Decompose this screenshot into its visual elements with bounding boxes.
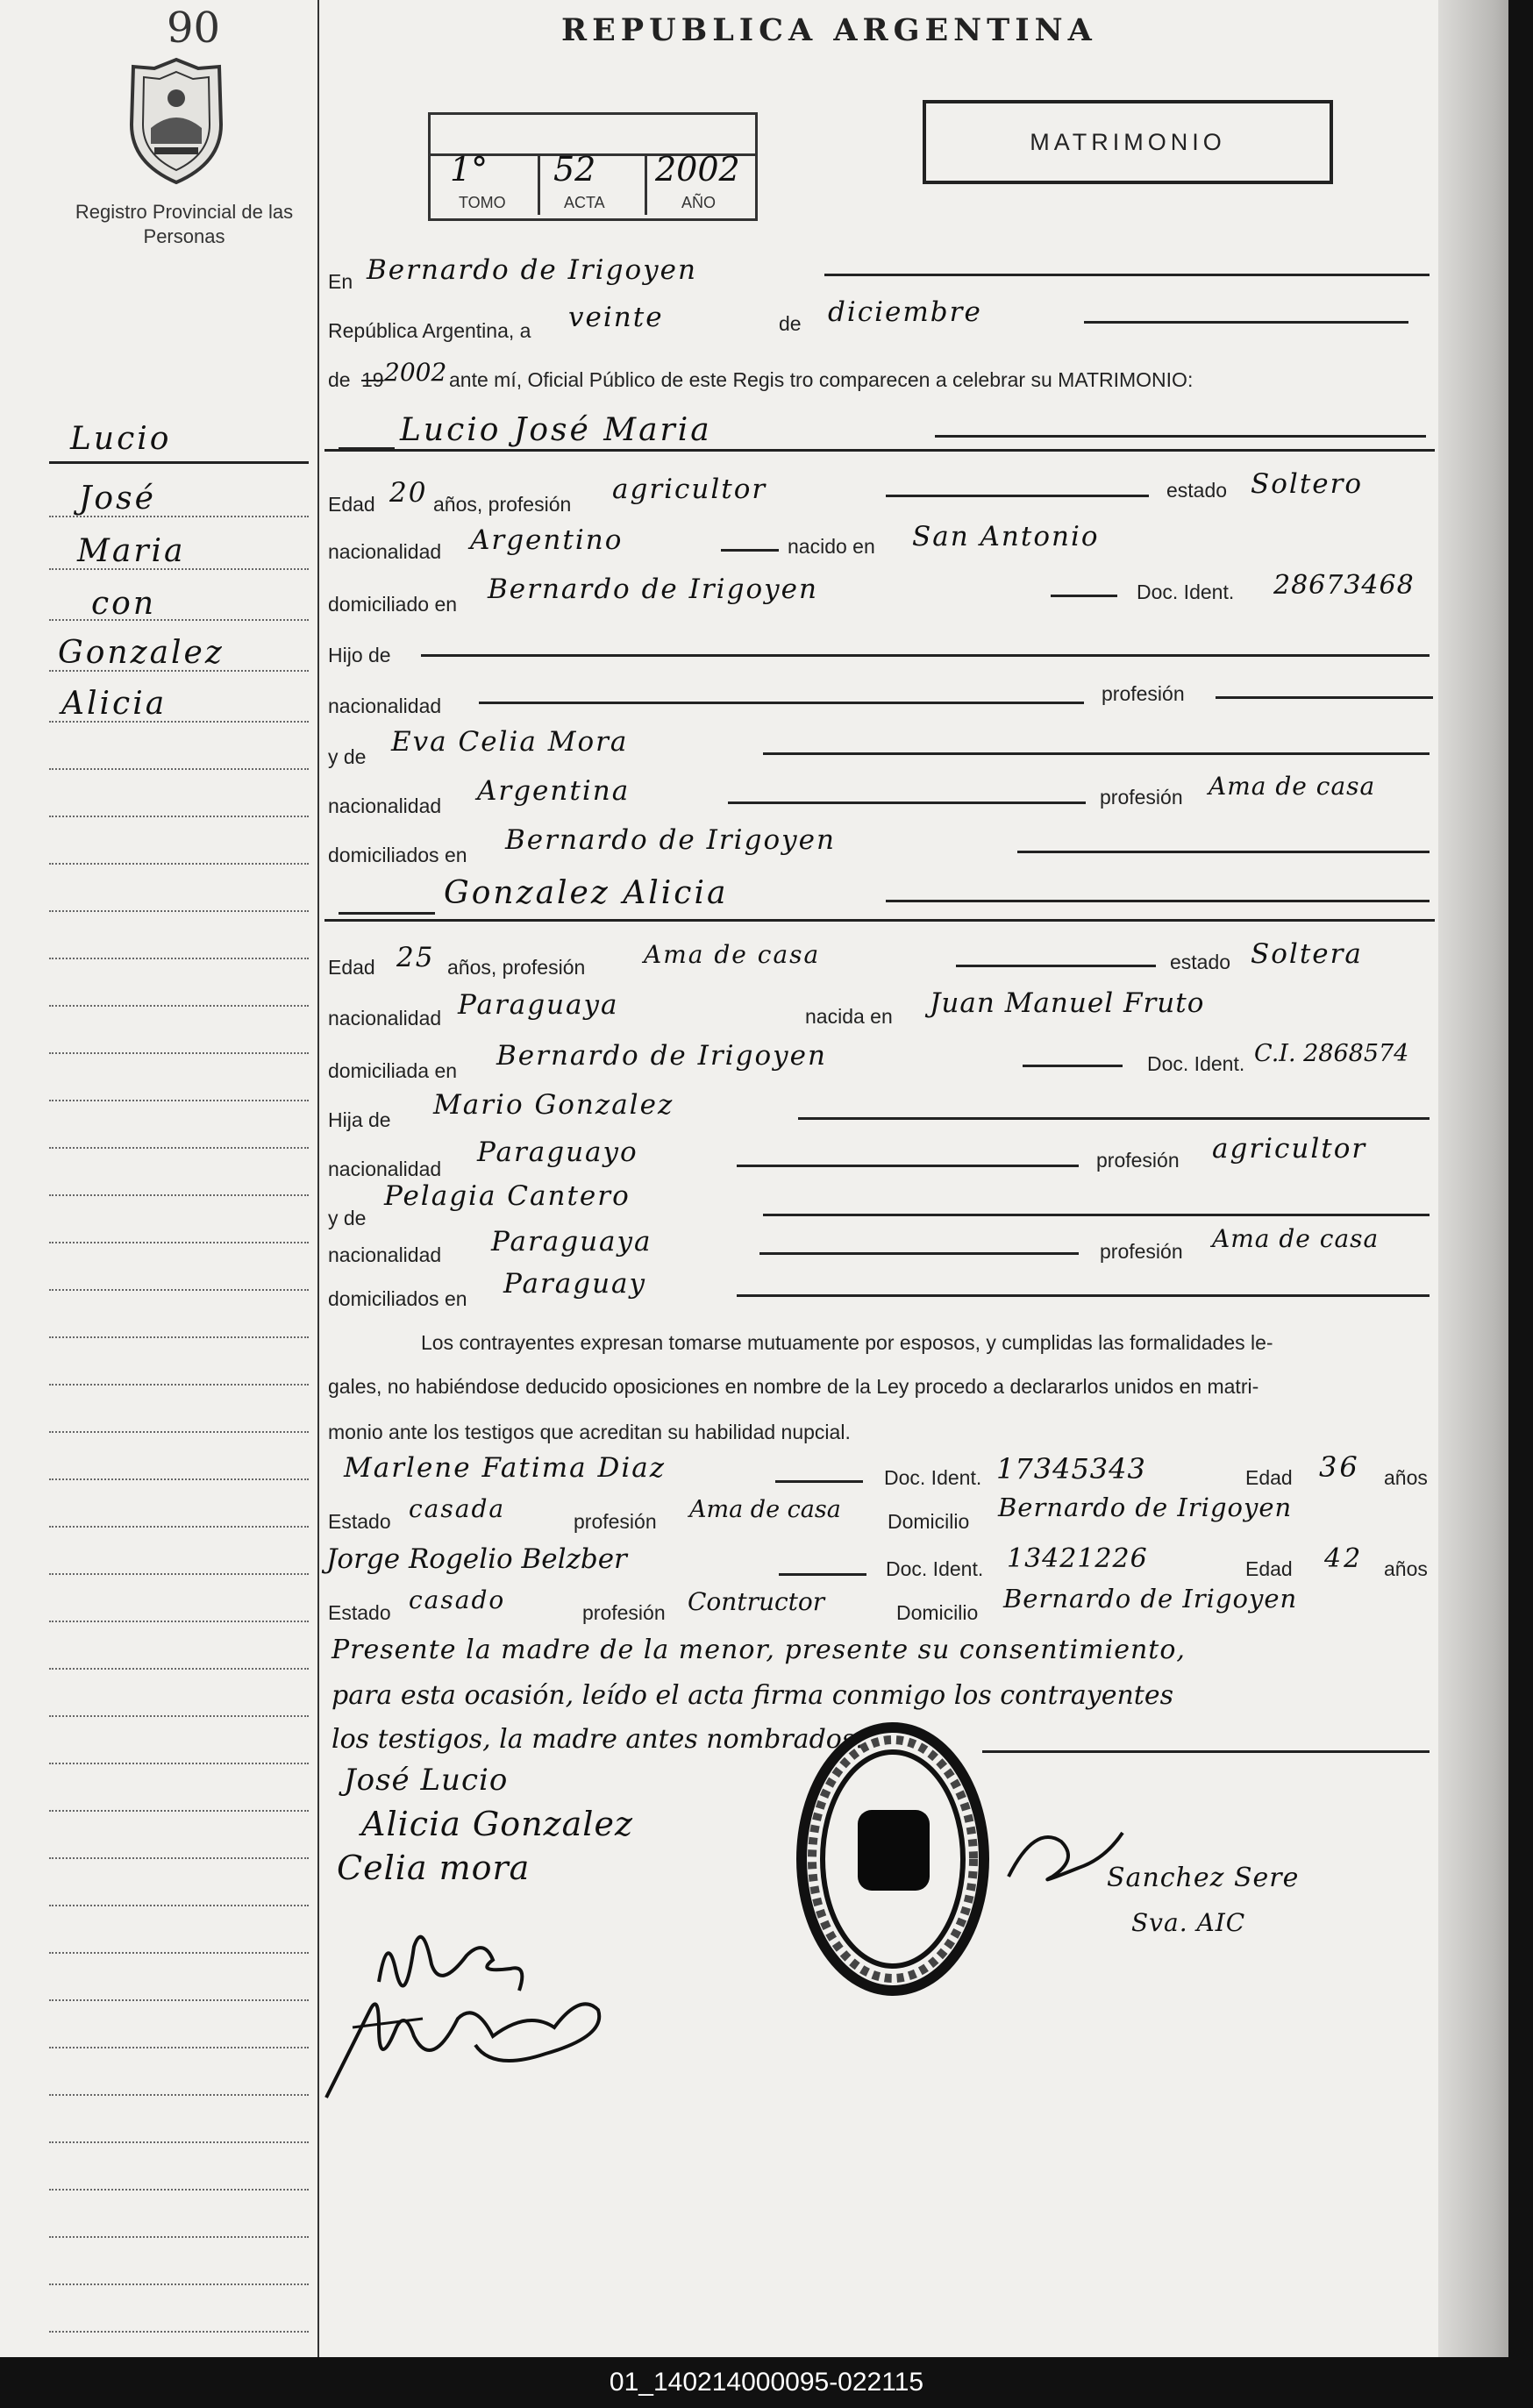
fill-line [728,801,1086,804]
bride-father-nationality: Paraguayo [477,1136,638,1168]
officer-name: Sanchez Sere [1107,1863,1300,1893]
acta-label: ACTA [564,194,605,211]
fill-line [759,1252,1079,1255]
doc-label: Doc. Ident. [1137,581,1235,603]
nacionalidad-label: nacionalidad [328,540,442,563]
witness1-status: casada [409,1494,506,1523]
margin-note-line: Maria [77,533,186,569]
fill-line [956,965,1156,967]
record-type-box: MATRIMONIO [923,100,1333,184]
fill-line [1216,696,1433,699]
yde-label: y de [328,745,367,768]
signature-groom: José Lucio [344,1763,509,1798]
dotted-line [49,1005,309,1007]
fill-line [1084,321,1408,324]
dotted-line [49,2331,309,2333]
year-prefix-struck: 19 [361,368,384,391]
bride-father-profession: agricultor [1212,1133,1367,1165]
image-caption: 01_140214000095-022115 [609,2368,924,2397]
profesion-label: profesión [1102,682,1185,705]
dotted-line [49,1573,309,1575]
domiciliada-label: domiciliada en [328,1059,458,1082]
doc-label: Doc. Ident. [886,1557,984,1580]
groom-nationality: Argentino [470,524,624,556]
nacionalidad-label: nacionalidad [328,1007,442,1029]
yde-label: y de [328,1207,367,1229]
margin-note-line: Alicia [61,686,168,722]
profesion-label: profesión [582,1601,666,1624]
fill-line [421,654,1430,657]
dotted-line [49,516,309,517]
official-seal-icon [795,1719,991,1999]
edad-label: Edad [1245,1466,1293,1489]
fill-line [763,1214,1430,1216]
dotted-line [49,1478,309,1480]
bride-doc: C.I. 2868574 [1254,1040,1409,1067]
folio-number: 90 [167,4,221,53]
tomo-value: 1° [450,150,488,189]
ano-value: 2002 [655,150,740,189]
dotted-line [49,619,309,621]
dotted-line [49,1384,309,1386]
note-line: Presente la madre de la menor, presente su consentimiento, [332,1635,1186,1665]
anos-profesion-label: años, profesión [447,956,586,979]
hija-label: Hija de [328,1108,391,1131]
dotted-line [49,1810,309,1812]
fill-line [1051,595,1117,597]
fill-line [737,1294,1430,1297]
domicilio-label: Domicilio [888,1510,970,1533]
dotted-line [49,1668,309,1670]
estado-label: Estado [328,1601,391,1624]
fill-line [886,495,1149,497]
dotted-line [49,1905,309,1906]
groom-profession: agricultor [612,474,767,505]
margin-note-line: José [79,481,156,517]
de2-label: de [328,368,351,391]
margin-note-line: Gonzalez [58,635,225,671]
republica-label: República Argentina, a [328,319,531,342]
groom-mother-profession: Ama de casa [1209,772,1376,801]
anos-profesion-label: años, profesión [433,493,572,516]
dotted-line [49,1999,309,2001]
dotted-line [49,2141,309,2143]
witness2-name: Jorge Rogelio Belzber [326,1543,627,1575]
dotted-line [49,816,309,817]
witness1-doc: 17345343 [996,1452,1146,1485]
dotted-line [49,910,309,912]
dotted-line [49,2236,309,2238]
margin-rule-line [49,461,309,464]
note-line: los testigos, la madre antes nombrados. [332,1724,864,1755]
doc-label: Doc. Ident. [1147,1052,1245,1075]
fill-line [1023,1065,1123,1067]
bride-father: Mario Gonzalez [433,1089,674,1121]
witness2-signature-icon [317,1975,616,2115]
fill-line [1017,851,1430,853]
fill-line [798,1117,1430,1120]
domiciliados-label: domiciliados en [328,1287,467,1310]
fill-line [779,1573,866,1576]
nacionalidad-label: nacionalidad [328,1243,442,1266]
cell-divider [645,153,647,215]
document-title: REPUBLICA ARGENTINA [561,12,1097,48]
nacionalidad-label: nacionalidad [328,794,442,817]
edad-label: Edad [328,956,375,979]
dotted-line [49,1100,309,1101]
tomo-label: TOMO [459,194,506,211]
margin-note-line: Lucio [70,421,172,457]
fill-line [935,435,1426,438]
witness2-domicile: Bernardo de Irigoyen [1003,1584,1298,1614]
dotted-line [49,2047,309,2048]
place: Bernardo de Irigoyen [367,254,697,286]
domicilio-label: Domicilio [896,1601,979,1624]
edad-label: Edad [1245,1557,1293,1580]
bride-domicile: Bernardo de Irigoyen [496,1040,827,1072]
fill-line [886,900,1430,902]
groom-domicile: Bernardo de Irigoyen [488,574,818,605]
witness1-profession: Ama de casa [689,1496,841,1523]
dotted-line [49,1763,309,1764]
groom-parents-domicile: Bernardo de Irigoyen [505,824,836,856]
estado-label: estado [1170,951,1231,973]
groom-birthplace: San Antonio [912,521,1100,552]
nacido-label: nacido en [788,535,875,558]
book-reference-box [428,112,758,221]
witness2-profession: Contructor [688,1587,825,1616]
profesion-label: profesión [1100,1240,1183,1263]
declaration-line: Los contrayentes expresan tomarse mutuamente por esposos, y cumplidas las formalidades le- [421,1331,1273,1354]
profesion-label: profesión [1100,786,1183,809]
de-label: de [779,312,802,335]
fill-line [824,274,1430,276]
bride-nationality: Paraguaya [458,989,619,1021]
note-line: para esta ocasión, leído el acta firma conmigo los contrayentes [332,1680,1173,1711]
section-separator [324,919,1435,922]
bride-profession: Ama de casa [644,940,821,969]
fill-line [763,752,1430,755]
dotted-line [49,2283,309,2285]
groom-name: Lucio José Maria [400,412,712,448]
fill-line [775,1480,863,1483]
nacionalidad-label: nacionalidad [328,1158,442,1180]
day: veinte [568,302,664,333]
bride-mother-profession: Ama de casa [1212,1224,1380,1253]
profesion-label: profesión [574,1510,657,1533]
estado-label: estado [1166,479,1228,502]
page-edge [1438,0,1508,2357]
estado-label: Estado [328,1510,391,1533]
declaration-line: monio ante los testigos que acreditan su habilidad nupcial. [328,1421,851,1443]
section-separator [324,449,1435,452]
bride-status: Soltera [1251,938,1363,970]
witness1-name: Marlene Fatima Diaz [344,1452,667,1484]
groom-age: 20 [389,477,428,509]
ano-label: AÑO [681,194,717,211]
bride-birthplace: Juan Manuel Fruto [930,987,1205,1019]
domiciliado-label: domiciliado en [328,593,458,616]
en-label: En [328,270,353,293]
registry-name: Registro Provincial de las Personas [75,201,294,247]
groom-mother-nationality: Argentina [477,775,631,807]
dotted-line [49,1857,309,1859]
statement: ante mí, Oficial Público de este Regis tro comparecen a celebrar su MATRIMONIO: [449,368,1194,391]
witness1-domicile: Bernardo de Irigoyen [998,1493,1293,1522]
dotted-line [49,1952,309,1954]
bride-age: 25 [396,942,435,973]
groom-status: Soltero [1251,468,1364,500]
coat-of-arms-icon [125,56,228,186]
witness2-age: 42 [1324,1543,1364,1574]
signature-bride: Alicia Gonzalez [361,1805,633,1843]
domiciliados-label: domiciliados en [328,844,467,866]
month: diciembre [828,296,982,328]
bride-mother-nationality: Paraguaya [491,1226,652,1257]
dotted-line [49,863,309,865]
dotted-line [49,768,309,770]
dotted-line [49,1526,309,1528]
hijo-label: Hijo de [328,644,391,666]
anos-label: años [1384,1557,1428,1580]
dotted-line [49,1052,309,1054]
dotted-line [49,958,309,959]
officer-title: Sva. AIC [1131,1908,1246,1937]
dotted-line [49,1194,309,1196]
declaration-line: gales, no habiéndose deducido oposiciones en nombre de la Ley procedo a declararlos unidos en matri- [328,1375,1259,1398]
witness2-doc: 13421226 [1007,1543,1148,1574]
dotted-line [49,721,309,723]
bride-name: Gonzalez Alicia [444,875,729,911]
nacionalidad-label: nacionalidad [328,695,442,717]
dotted-line [49,670,309,672]
dotted-line [49,568,309,570]
groom-doc: 28673468 [1273,570,1415,601]
dotted-line [49,1431,309,1433]
dotted-line [49,2094,309,2096]
witness1-age: 36 [1319,1450,1360,1484]
bride-parents-domicile: Paraguay [503,1268,647,1300]
acta-value: 52 [553,150,596,189]
margin-note-line: con [91,586,157,622]
fill-line [982,1750,1430,1753]
fill-line [479,702,1084,704]
fill-line [737,1165,1079,1167]
edad-label: Edad [328,493,375,516]
groom-mother: Eva Celia Mora [391,726,629,758]
fill-line [721,549,779,552]
dotted-line [49,1336,309,1338]
profesion-label: profesión [1096,1149,1180,1172]
signature-mother: Celia mora [337,1849,531,1887]
dotted-line [49,1147,309,1149]
dotted-line [49,1289,309,1291]
bride-mother: Pelagia Cantero [384,1180,631,1212]
year: 2002 [384,358,447,387]
fill-line [339,912,435,915]
dotted-line [49,2189,309,2191]
nacida-label: nacida en [805,1005,893,1028]
dotted-line [49,1621,309,1622]
dotted-line [49,1242,309,1243]
anos-label: años [1384,1466,1428,1489]
witness2-status: casado [409,1585,506,1614]
dotted-line [49,1715,309,1717]
cell-divider [538,153,540,215]
doc-label: Doc. Ident. [884,1466,982,1489]
